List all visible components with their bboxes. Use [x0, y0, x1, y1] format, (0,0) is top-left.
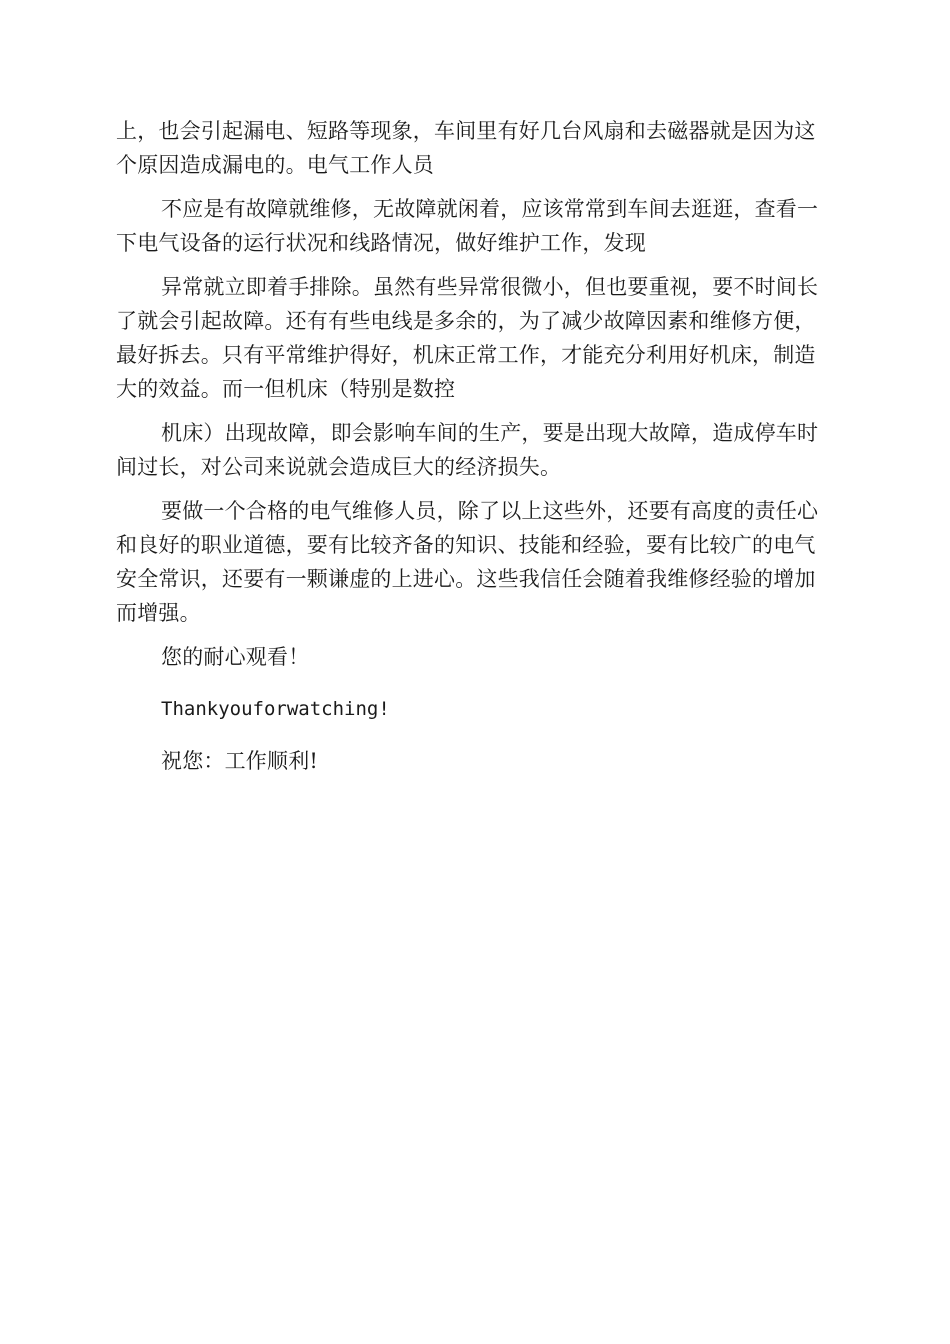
closing-thanks-en: Thankyouforwatching! — [161, 698, 390, 720]
paragraph-5: 要做一个合格的电气维修人员，除了以上这些外，还要有高度的责任心和良好的职业道德，要有比较齐备的知识、技能和经验，要有比较广的电气安全常识，还要有一颗谦虚的上进心。这些我信任会随着我维修经验的增加而增强。 — [116, 499, 819, 625]
paragraph-1: 上，也会引起漏电、短路等现象，车间里有好几台风扇和去磁器就是因为这个原因造成漏电的。电气工作人员 — [116, 119, 816, 177]
closing-thanks-cn: 您的耐心观看！ — [161, 645, 310, 669]
paragraph-4: 机床）出现故障，即会影响车间的生产，要是出现大故障，造成停车时间过长，对公司来说就会造成巨大的经济损失。 — [116, 421, 819, 479]
closing-wish: 祝您：工作顺利! — [161, 749, 319, 773]
document-body — [116, 114, 832, 796]
paragraph-3: 异常就立即着手排除。虽然有些异常很微小，但也要重视，要不时间长了就会引起故障。还有有些电线是多余的，为了减少故障因素和维修方便，最好拆去。只有平常维护得好，机床正常工作，才能充分利用好机床，制造大的效益。而一但机床（特别是数控 — [116, 275, 819, 401]
paragraph-2: 不应是有故障就维修，无故障就闲着，应该常常到车间去逛逛，查看一下电气设备的运行状况和线路情况，做好维护工作，发现 — [116, 197, 819, 255]
